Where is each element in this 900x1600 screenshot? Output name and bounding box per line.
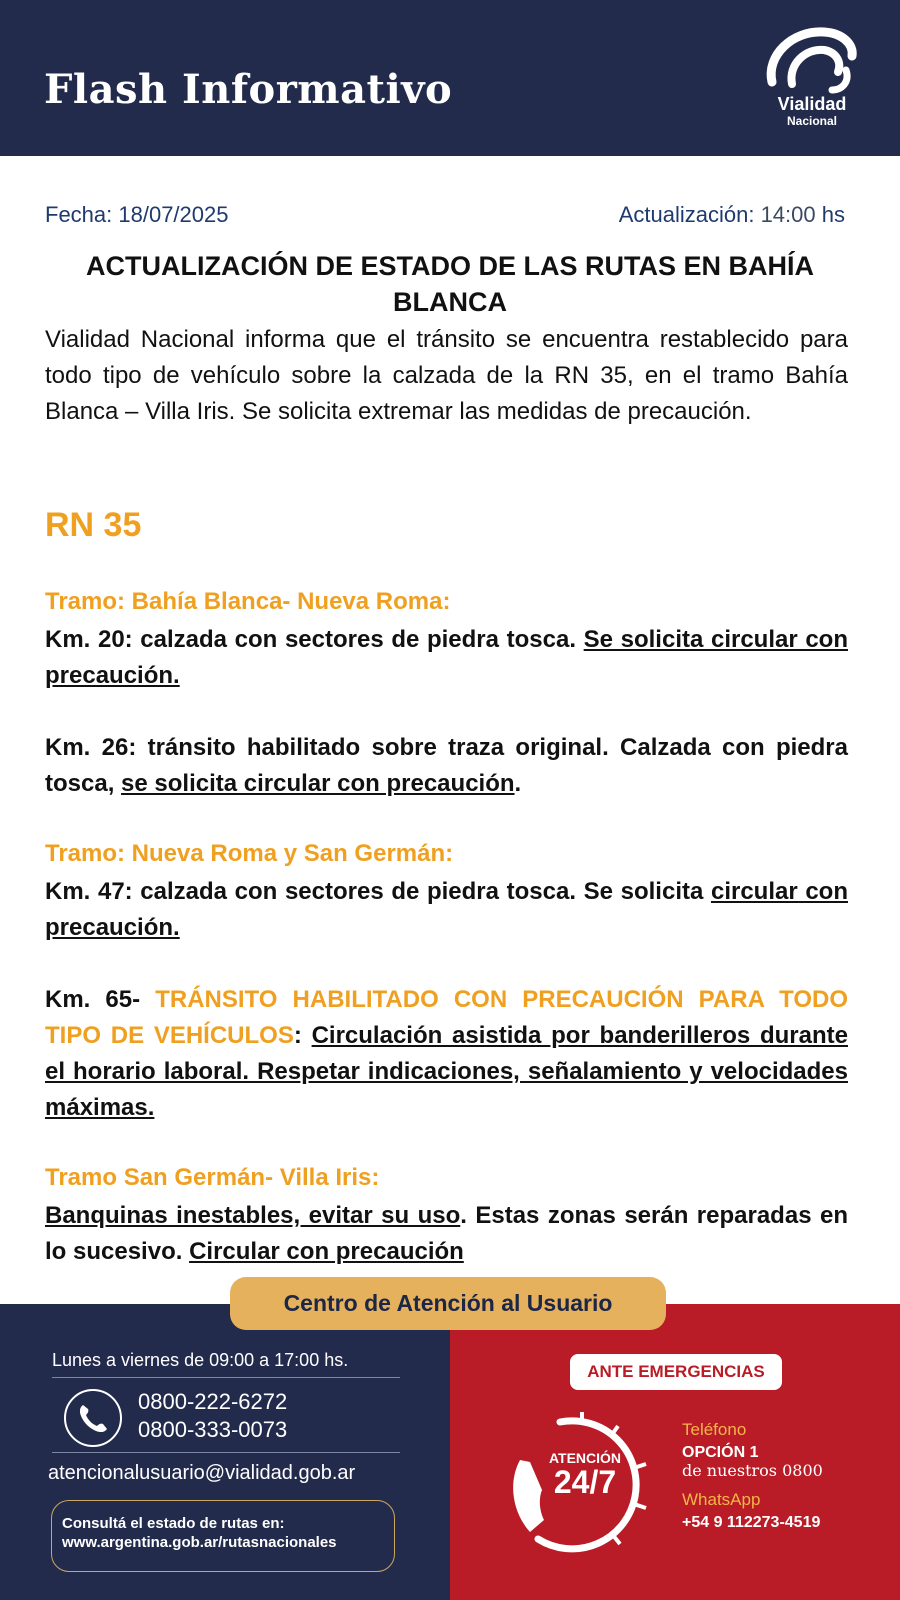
header-bar [0, 0, 900, 156]
section-title-tramo3: Tramo San Germán- Villa Iris: [45, 1164, 380, 1191]
km26-paragraph [45, 730, 848, 802]
section-title-tramo1: Tramo: Bahía Blanca- Nueva Roma: [45, 588, 451, 615]
footer-divider [52, 1452, 400, 1453]
km20-text: Km. 20: calzada con sectores de piedra tosca. [45, 626, 584, 653]
update-label [619, 202, 845, 228]
document-title: ACTUALIZACIÓN DE ESTADO DE LAS RUTAS EN BAHÍA BLANCA [86, 251, 814, 317]
intro-paragraph: Vialidad Nacional informa que el tránsito se encuentra restablecido para todo tipo de vehículo sobre la calzada de la RN 35, en el tramo Bahía Blanca – Villa Iris. Se solicita extremar las medidas de precaución. [45, 326, 848, 425]
km65-paragraph [45, 982, 848, 1126]
km65-prefix: Km. 65- [45, 986, 156, 1013]
tramo3-text1: . Estas zonas serán reparadas en lo sucesivo. [45, 1202, 848, 1265]
km47-text: Km. 47: calzada con sectores de piedra tosca. Se solicita [45, 878, 711, 905]
attention-label: ATENCIÓN [548, 1450, 622, 1466]
km26-end: . [514, 770, 522, 797]
phone-number-1[interactable]: 0800-222-6272 [138, 1389, 288, 1414]
update-time: 14:00 [760, 202, 816, 227]
update-suffix: hs [821, 202, 845, 227]
opcion-sub: de nuestros 0800 [682, 1461, 823, 1480]
logo-word-nacional: Nacional [786, 114, 837, 128]
phone-numbers [138, 1388, 287, 1444]
office-hours: Lunes a viernes de 09:00 a 17:00 hs. [52, 1350, 400, 1378]
km65-colon: : [293, 1022, 312, 1049]
tramo3-paragraph [45, 1198, 848, 1270]
km47-paragraph [45, 874, 848, 946]
emergency-badge: ANTE EMERGENCIAS [570, 1354, 782, 1390]
section-title-tramo2: Tramo: Nueva Roma y San Germán: [45, 840, 454, 867]
consult-text [62, 1514, 337, 1552]
km47-underline: circular con precaución. [45, 878, 848, 941]
tramo3-underline2: Circular con precaución [189, 1238, 464, 1265]
km26-text: Km. 26: tránsito habilitado sobre traza original. Calzada con piedra tosca, [45, 734, 848, 797]
km26-underline: se solicita circular con precaución [121, 770, 515, 797]
phone-icon [64, 1389, 122, 1447]
km65-highlight: TRÁNSITO HABILITADO CON PRECAUCIÓN PARA TODO TIPO DE VEHÍCULOS [45, 986, 848, 1049]
attention-value: 24/7 [553, 1464, 617, 1500]
phone-number-2[interactable]: 0800-333-0073 [138, 1417, 288, 1442]
vialidad-logo-icon [762, 26, 862, 136]
consult-url[interactable]: www.argentina.gob.ar/rutasnacionales [62, 1534, 337, 1551]
date-label: Fecha: 18/07/2025 [45, 202, 229, 227]
update-label-text: Actualización: [618, 202, 755, 227]
contact-email[interactable]: atencionalusuario@vialidad.gob.ar [48, 1462, 356, 1484]
km20-underline: Se solicita circular con precaución. [45, 626, 848, 689]
header-title: Flash Informativo [44, 66, 453, 113]
whatsapp-label: WhatsApp [682, 1490, 761, 1509]
km65-underline: Circulación asistida por banderilleros durante el horario laboral. Respetar indicaciones, señalamiento y velocidades máximas. [45, 1022, 848, 1121]
km20-paragraph [45, 622, 848, 694]
whatsapp-number[interactable]: +54 9 112273-4519 [682, 1514, 821, 1531]
telefono-label: Teléfono [682, 1420, 747, 1439]
consult-line-1: Consultá el estado de rutas en: [62, 1515, 285, 1532]
route-heading: RN 35 [45, 506, 142, 544]
opcion-label: OPCIÓN 1 [682, 1444, 759, 1461]
logo-word-vialidad: Vialidad [777, 94, 847, 114]
opcion-value [682, 1444, 823, 1480]
center-attention-badge: Centro de Atención al Usuario [230, 1277, 666, 1330]
tramo3-underline1: Banquinas inestables, evitar su uso [45, 1202, 461, 1229]
